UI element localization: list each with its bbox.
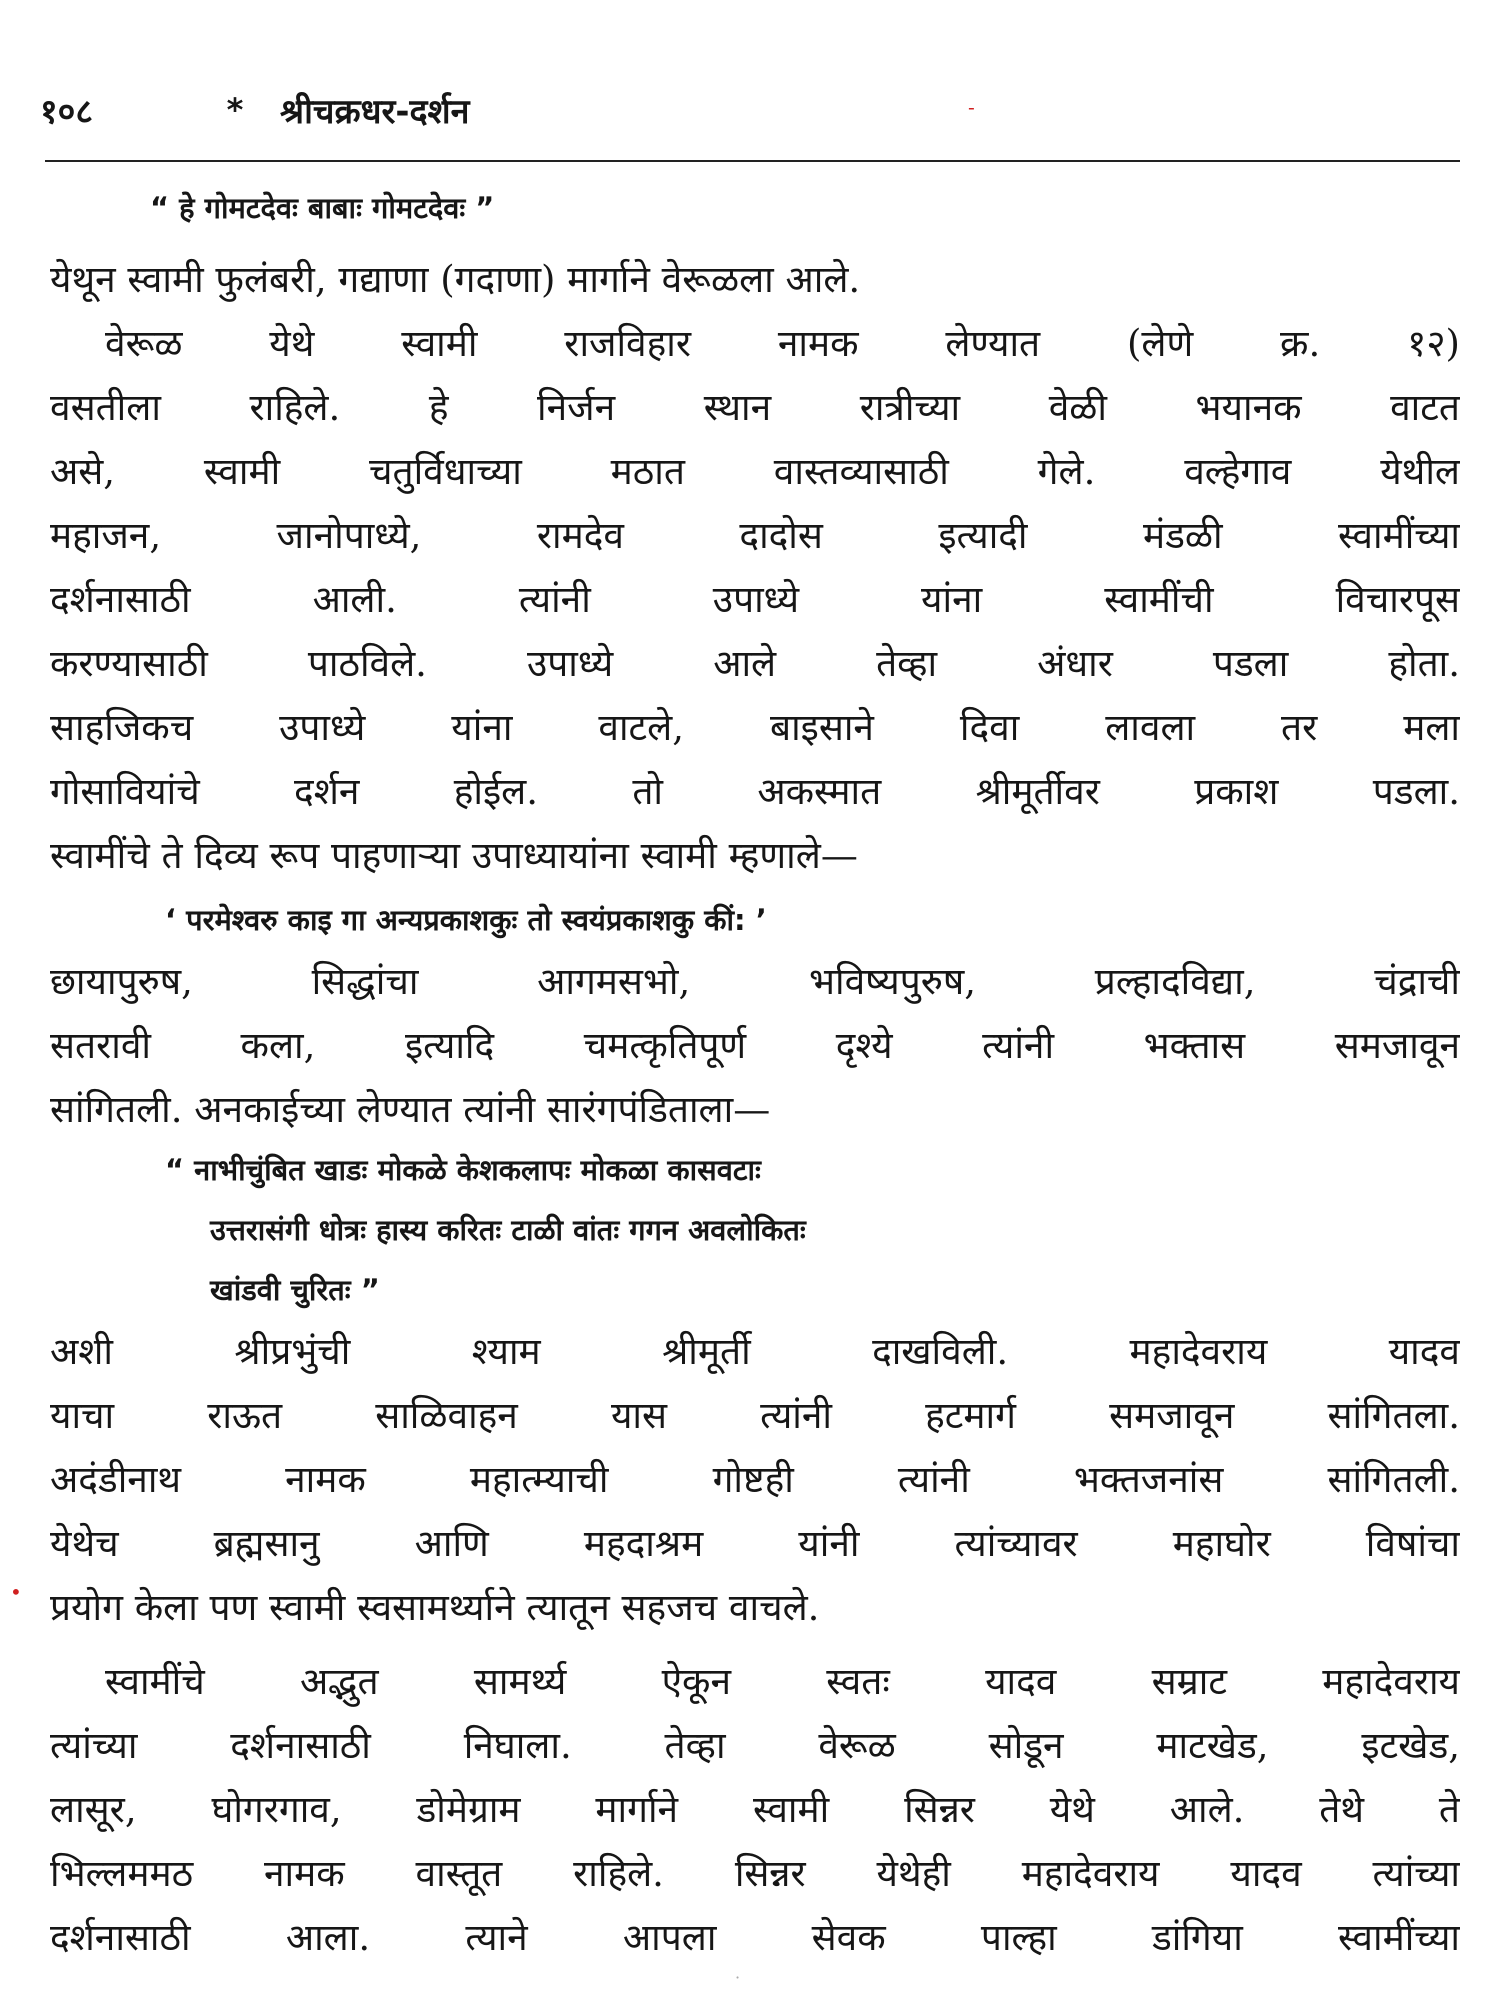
text-line: याचा राऊत साळिवाहन यास त्यांनी हटमार्ग समजावून सांगितला. [50, 1394, 1460, 1437]
text-line: त्यांच्या दर्शनासाठी निघाला. तेव्हा वेरूळ सोडून माटखेड, इटखेड, [50, 1724, 1460, 1767]
text-line: असे, स्वामी चतुर्विधाच्या मठात वास्तव्यासाठी गेले. वल्हेगाव येथील [50, 450, 1460, 493]
text-line: वेरूळ येथे स्वामी राजविहार नामक लेण्यात (लेणे क्र. १२) [105, 322, 1460, 365]
verse-block-3 [165, 1140, 1415, 1320]
paragraph-2 [50, 950, 1460, 1142]
text-line: महाजन, जानोपाध्ये, रामदेव दादोस इत्यादी मंडळी स्वामींच्या [50, 514, 1460, 557]
ink-speck: • [10, 1580, 22, 1604]
text-line: येथून स्वामी फुलंबरी, गद्याणा (गदाणा) मार्गाने वेरूळला आले. [50, 258, 861, 301]
text-line: येथेच ब्रह्मसानु आणि महदाश्रम यांनी त्यांच्यावर महाघोर विषांचा [50, 1522, 1460, 1565]
paragraph-1 [50, 248, 1460, 888]
text-line: प्रयोग केला पण स्वामी स्वसामर्थ्याने त्यातून सहजच वाचले. [50, 1586, 820, 1629]
running-title: श्रीचक्रधर-दर्शन [280, 92, 470, 132]
text-line: सांगितली. अनकाईच्या लेण्यात त्यांनी सारंगपंडिताला— [50, 1088, 771, 1131]
text-line: करण्यासाठी पाठविले. उपाध्ये आले तेव्हा अंधार पडला होता. [50, 642, 1460, 685]
verse-line: “ हे गोमटदेवः बाबाः गोमटदेवः ” [150, 191, 495, 225]
page-header [40, 80, 1460, 140]
verse-block-2 [165, 890, 1365, 950]
text-line: अदंडीनाथ नामक महात्म्याची गोष्टही त्यांनी भक्तजनांस सांगितली. [50, 1458, 1460, 1501]
verse-line: खांडवी चुरितः ” [210, 1273, 380, 1307]
text-line: भिल्लममठ नामक वास्तूत राहिले. सिन्नर येथेही महादेवराय यादव त्यांच्या [50, 1852, 1460, 1895]
paper-speck: · [735, 1968, 741, 1987]
text-line: साहजिकच उपाध्ये यांना वाटले, बाइसाने दिवा लावला तर मला [50, 706, 1460, 749]
page-number: १०८ [40, 92, 94, 132]
ink-speck: - [968, 95, 975, 119]
header-rule [45, 160, 1460, 162]
text-line: दर्शनासाठी आला. त्याने आपला सेवक पाल्हा डांगिया स्वामींच्या [50, 1916, 1460, 1959]
paragraph-3 [50, 1320, 1460, 1640]
text-line: छायापुरुष, सिद्धांचा आगमसभो, भविष्यपुरुष, प्रल्हादविद्या, चंद्राची [50, 960, 1460, 1003]
text-line: स्वामींचे अद्भुत सामर्थ्य ऐकून स्वतः यादव सम्राट महादेवराय [105, 1660, 1460, 1703]
verse-block-1 [150, 178, 1350, 238]
text-line: वसतीला राहिले. हे निर्जन स्थान रात्रीच्या वेळी भयानक वाटत [50, 386, 1460, 429]
text-line: स्वामींचे ते दिव्य रूप पाहणाऱ्या उपाध्यायांना स्वामी म्हणाले— [50, 834, 858, 877]
text-line: अशी श्रीप्रभुंची श्याम श्रीमूर्ती दाखविली. महादेवराय यादव [50, 1330, 1460, 1373]
paragraph-4 [50, 1650, 1460, 1970]
text-line: दर्शनासाठी आली. त्यांनी उपाध्ये यांना स्वामींची विचारपूस [50, 578, 1460, 621]
verse-line: उत्तरासंगी धोत्रः हास्य करितः टाळी वांतः गगन अवलोकितः [210, 1213, 806, 1247]
verse-line: ‘ परमेश्वरु काइ गा अन्यप्रकाशकुः तो स्वयंप्रकाशकु कीं: ’ [165, 903, 767, 937]
star-ornament: * [226, 91, 244, 129]
verse-line: “ नाभीचुंबित खाडः मोकळे केशकलापः मोकळा कासवटाः [165, 1153, 761, 1187]
text-line: लासूर, घोगरगाव, डोमेग्राम मार्गाने स्वामी सिन्नर येथे आले. तेथे ते [50, 1788, 1460, 1831]
text-line: सतरावी कला, इत्यादि चमत्कृतिपूर्ण दृश्ये त्यांनी भक्तास समजावून [50, 1024, 1460, 1067]
text-line: गोसावियांचे दर्शन होईल. तो अकस्मात श्रीमूर्तीवर प्रकाश पडला. [50, 770, 1460, 813]
